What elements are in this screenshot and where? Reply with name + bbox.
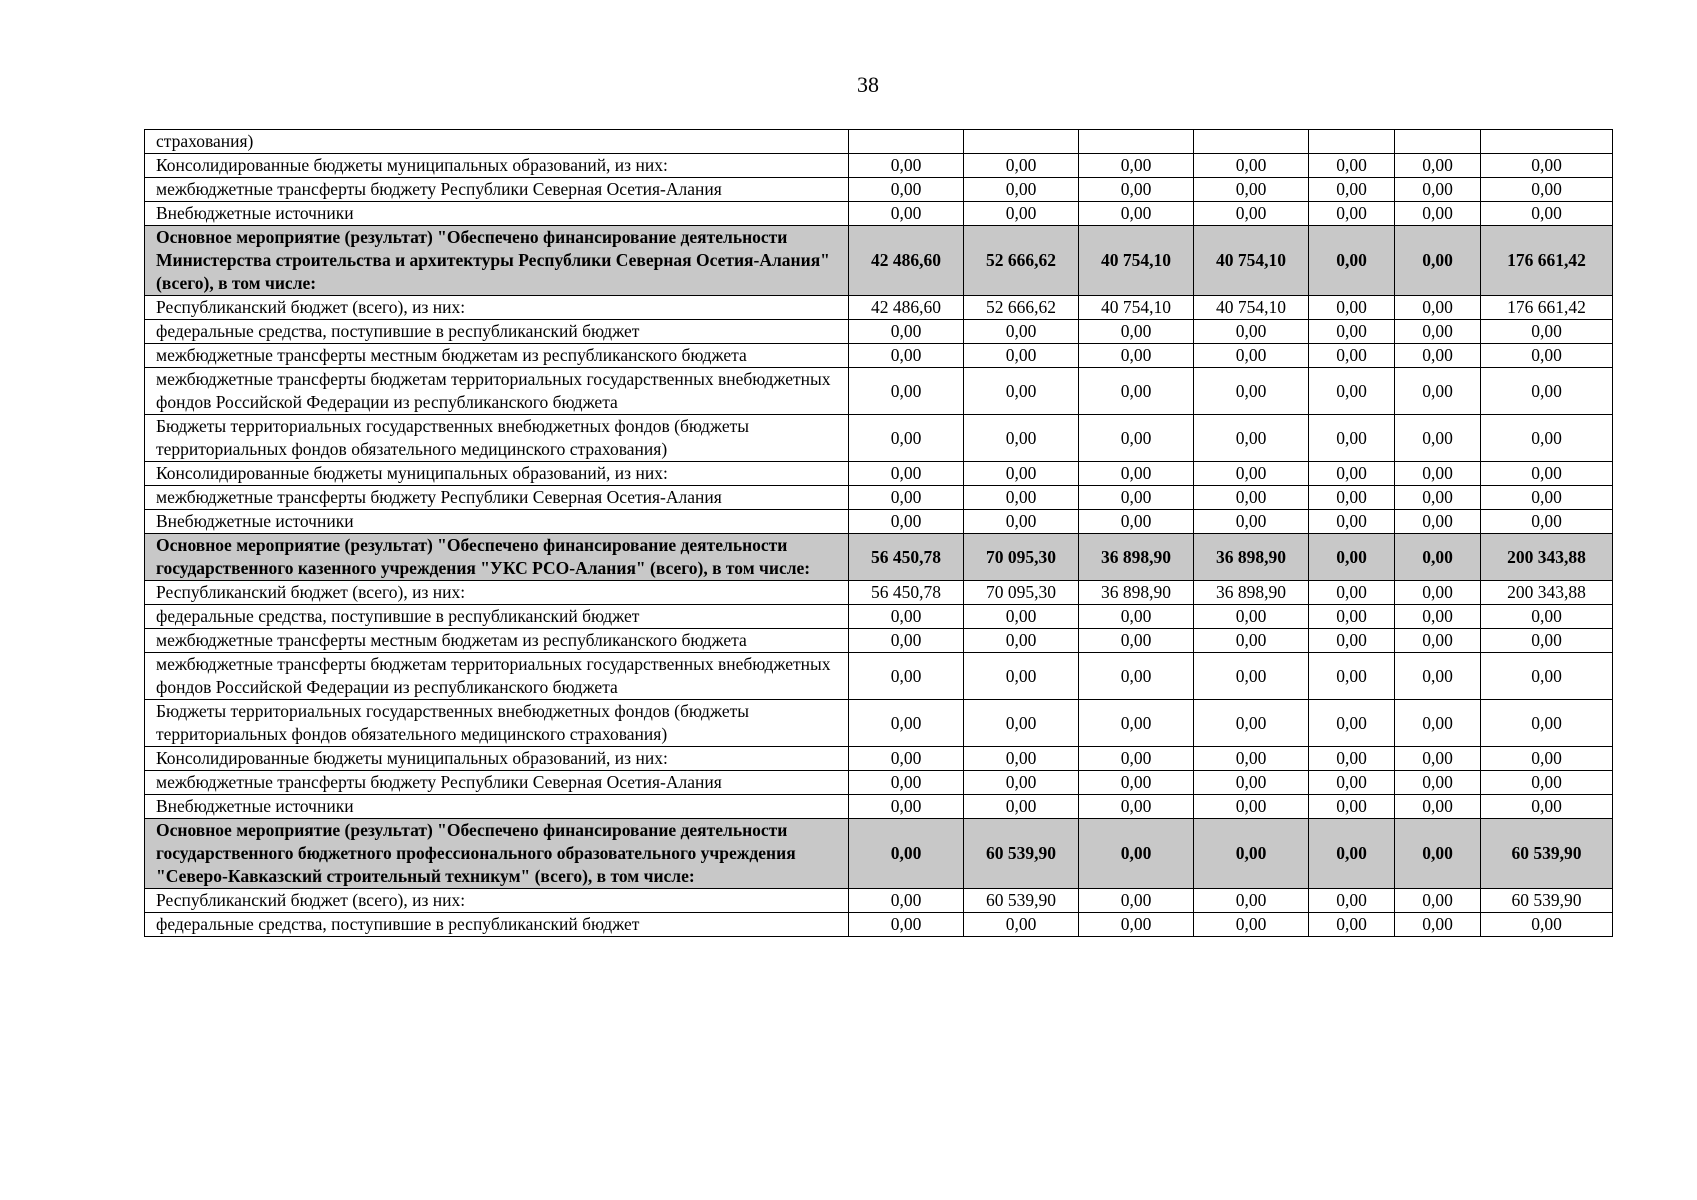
value-cell: 0,00 [1395,771,1481,795]
value-cell: 0,00 [964,154,1079,178]
table-row [145,629,1613,653]
value-cell [849,130,964,154]
value-cell: 0,00 [964,344,1079,368]
value-cell: 36 898,90 [1194,581,1309,605]
value-cell: 0,00 [1079,344,1194,368]
value-cell: 0,00 [1309,368,1395,415]
row-label: Основное мероприятие (результат) "Обеспечено финансирование деятельности государственного казенного учреждения "УКС РСО-Алания" (всего), в том числе: [145,534,849,581]
value-cell: 0,00 [1309,700,1395,747]
value-cell: 0,00 [1194,747,1309,771]
table-row [145,130,1613,154]
value-cell: 0,00 [1395,368,1481,415]
value-cell: 0,00 [964,913,1079,937]
value-cell: 0,00 [849,889,964,913]
value-cell: 0,00 [849,605,964,629]
value-cell: 70 095,30 [964,581,1079,605]
value-cell: 0,00 [964,178,1079,202]
value-cell: 56 450,78 [849,534,964,581]
value-cell: 0,00 [964,510,1079,534]
value-cell: 0,00 [1194,795,1309,819]
value-cell: 52 666,62 [964,296,1079,320]
value-cell: 0,00 [1395,913,1481,937]
value-cell: 40 754,10 [1079,226,1194,296]
value-cell: 0,00 [1481,344,1613,368]
row-label: федеральные средства, поступившие в республиканский бюджет [145,913,849,937]
value-cell: 0,00 [849,819,964,889]
value-cell: 0,00 [964,462,1079,486]
value-cell: 36 898,90 [1194,534,1309,581]
main-activity-row [145,226,1613,296]
table-row [145,700,1613,747]
table-row [145,178,1613,202]
value-cell: 0,00 [1194,178,1309,202]
value-cell: 0,00 [849,747,964,771]
value-cell: 0,00 [849,629,964,653]
value-cell: 0,00 [1194,154,1309,178]
value-cell: 0,00 [1309,747,1395,771]
value-cell: 0,00 [849,653,964,700]
value-cell: 0,00 [1079,486,1194,510]
value-cell: 0,00 [849,320,964,344]
value-cell: 0,00 [1395,534,1481,581]
value-cell [1395,130,1481,154]
value-cell: 0,00 [964,700,1079,747]
row-label: межбюджетные трансферты бюджету Республики Северная Осетия-Алания [145,178,849,202]
value-cell: 0,00 [964,605,1079,629]
value-cell [1481,130,1613,154]
value-cell: 0,00 [1079,415,1194,462]
value-cell [1309,130,1395,154]
row-label: Республиканский бюджет (всего), из них: [145,889,849,913]
value-cell: 0,00 [849,368,964,415]
value-cell: 0,00 [1309,534,1395,581]
value-cell: 0,00 [1079,605,1194,629]
value-cell: 0,00 [1079,819,1194,889]
value-cell: 0,00 [1194,629,1309,653]
value-cell: 0,00 [1309,486,1395,510]
value-cell: 0,00 [1079,178,1194,202]
value-cell: 0,00 [1309,889,1395,913]
value-cell: 0,00 [964,202,1079,226]
value-cell: 40 754,10 [1194,226,1309,296]
value-cell: 0,00 [1395,178,1481,202]
value-cell: 42 486,60 [849,226,964,296]
value-cell: 0,00 [1194,344,1309,368]
value-cell: 0,00 [1481,747,1613,771]
row-label: Основное мероприятие (результат) "Обеспечено финансирование деятельности Министерства строительства и архитектуры Республики Северная Осетия-Алания" (всего), в том числе: [145,226,849,296]
value-cell: 0,00 [849,795,964,819]
value-cell: 0,00 [1309,819,1395,889]
value-cell: 0,00 [849,462,964,486]
value-cell: 0,00 [1194,320,1309,344]
value-cell: 0,00 [1481,202,1613,226]
value-cell: 0,00 [1079,462,1194,486]
value-cell: 0,00 [964,629,1079,653]
table-row [145,889,1613,913]
table-row [145,913,1613,937]
value-cell: 0,00 [964,415,1079,462]
value-cell: 0,00 [849,486,964,510]
value-cell: 0,00 [964,747,1079,771]
row-label: межбюджетные трансферты местным бюджетам из республиканского бюджета [145,344,849,368]
value-cell: 0,00 [1395,462,1481,486]
row-label: межбюджетные трансферты местным бюджетам из республиканского бюджета [145,629,849,653]
value-cell: 0,00 [1194,415,1309,462]
value-cell: 0,00 [1079,653,1194,700]
table-row [145,296,1613,320]
value-cell: 0,00 [1079,889,1194,913]
row-label: федеральные средства, поступившие в республиканский бюджет [145,605,849,629]
value-cell: 60 539,90 [1481,889,1613,913]
value-cell: 0,00 [1079,747,1194,771]
table-row [145,462,1613,486]
value-cell: 0,00 [1481,771,1613,795]
value-cell: 0,00 [1194,889,1309,913]
value-cell: 0,00 [1309,320,1395,344]
value-cell: 0,00 [1194,653,1309,700]
value-cell: 200 343,88 [1481,581,1613,605]
table-row [145,581,1613,605]
value-cell: 0,00 [1309,629,1395,653]
value-cell: 0,00 [1079,368,1194,415]
value-cell: 0,00 [849,344,964,368]
value-cell: 0,00 [1079,795,1194,819]
row-label: Внебюджетные источники [145,202,849,226]
value-cell: 0,00 [1194,700,1309,747]
value-cell: 0,00 [1194,202,1309,226]
value-cell: 0,00 [1194,913,1309,937]
value-cell: 0,00 [964,368,1079,415]
table-row [145,202,1613,226]
row-label: межбюджетные трансферты бюджетам территориальных государственных внебюджетных фондов Российской Федерации из республиканского бюджета [145,368,849,415]
value-cell: 0,00 [964,486,1079,510]
value-cell: 0,00 [849,415,964,462]
main-activity-row [145,819,1613,889]
value-cell: 0,00 [1395,700,1481,747]
value-cell: 0,00 [1481,700,1613,747]
value-cell: 36 898,90 [1079,581,1194,605]
value-cell: 70 095,30 [964,534,1079,581]
value-cell: 0,00 [1079,320,1194,344]
table-row [145,154,1613,178]
value-cell: 0,00 [1309,581,1395,605]
value-cell: 0,00 [849,700,964,747]
table-row [145,795,1613,819]
table-row [145,653,1613,700]
row-label: Консолидированные бюджеты муниципальных образований, из них: [145,462,849,486]
value-cell: 0,00 [964,795,1079,819]
row-label: межбюджетные трансферты бюджету Республики Северная Осетия-Алания [145,486,849,510]
value-cell: 0,00 [1309,202,1395,226]
value-cell: 0,00 [849,178,964,202]
value-cell: 0,00 [1481,913,1613,937]
value-cell: 0,00 [1481,629,1613,653]
value-cell: 0,00 [1309,344,1395,368]
value-cell: 0,00 [1194,486,1309,510]
value-cell: 0,00 [1395,344,1481,368]
value-cell: 0,00 [1481,486,1613,510]
value-cell: 0,00 [1079,771,1194,795]
value-cell: 0,00 [1395,486,1481,510]
value-cell: 176 661,42 [1481,296,1613,320]
budget-table [144,129,1613,937]
value-cell: 0,00 [1309,178,1395,202]
value-cell: 0,00 [1194,771,1309,795]
value-cell: 0,00 [1395,415,1481,462]
table-row [145,605,1613,629]
table-row [145,368,1613,415]
value-cell: 0,00 [1481,605,1613,629]
value-cell: 0,00 [1194,510,1309,534]
value-cell: 0,00 [1079,700,1194,747]
value-cell: 0,00 [1395,629,1481,653]
value-cell [964,130,1079,154]
table-row [145,415,1613,462]
value-cell: 0,00 [1079,154,1194,178]
row-label: Основное мероприятие (результат) "Обеспечено финансирование деятельности государственного бюджетного профессионального образовательного учреждения "Северо-Кавказский строительный техникум" (всего), в том числе: [145,819,849,889]
value-cell: 0,00 [1395,747,1481,771]
value-cell: 0,00 [1079,510,1194,534]
value-cell: 40 754,10 [1194,296,1309,320]
value-cell: 0,00 [1481,795,1613,819]
budget-table-body [145,130,1613,937]
value-cell: 0,00 [1395,581,1481,605]
main-activity-row [145,534,1613,581]
value-cell: 0,00 [1079,202,1194,226]
value-cell: 0,00 [964,320,1079,344]
value-cell: 0,00 [849,771,964,795]
table-row [145,771,1613,795]
value-cell: 0,00 [1194,605,1309,629]
value-cell: 0,00 [1194,819,1309,889]
row-label: Консолидированные бюджеты муниципальных образований, из них: [145,747,849,771]
value-cell: 42 486,60 [849,296,964,320]
value-cell: 0,00 [1481,415,1613,462]
value-cell: 0,00 [964,653,1079,700]
value-cell: 0,00 [1395,320,1481,344]
row-label: межбюджетные трансферты бюджету Республики Северная Осетия-Алания [145,771,849,795]
value-cell: 0,00 [1395,510,1481,534]
value-cell: 176 661,42 [1481,226,1613,296]
value-cell: 0,00 [1481,462,1613,486]
row-label: Внебюджетные источники [145,795,849,819]
value-cell: 0,00 [1079,629,1194,653]
table-row [145,320,1613,344]
row-label: Республиканский бюджет (всего), из них: [145,296,849,320]
value-cell: 0,00 [1309,462,1395,486]
value-cell: 0,00 [1395,653,1481,700]
value-cell: 200 343,88 [1481,534,1613,581]
value-cell: 0,00 [1309,771,1395,795]
value-cell: 0,00 [1309,913,1395,937]
value-cell: 56 450,78 [849,581,964,605]
value-cell: 0,00 [1395,795,1481,819]
value-cell: 0,00 [1481,178,1613,202]
value-cell: 0,00 [1309,795,1395,819]
value-cell: 0,00 [1481,320,1613,344]
value-cell: 0,00 [1395,202,1481,226]
value-cell: 0,00 [1309,605,1395,629]
value-cell: 0,00 [1309,510,1395,534]
table-row [145,486,1613,510]
value-cell: 0,00 [1395,296,1481,320]
value-cell: 0,00 [1395,889,1481,913]
value-cell: 60 539,90 [964,889,1079,913]
value-cell: 0,00 [1309,296,1395,320]
value-cell: 0,00 [964,771,1079,795]
value-cell: 0,00 [1395,605,1481,629]
value-cell: 0,00 [1481,510,1613,534]
row-label: Бюджеты территориальных государственных внебюджетных фондов (бюджеты территориальных фондов обязательного медицинского страхования) [145,700,849,747]
value-cell: 0,00 [849,202,964,226]
value-cell: 0,00 [1079,913,1194,937]
value-cell: 36 898,90 [1079,534,1194,581]
value-cell: 0,00 [1395,154,1481,178]
row-label: межбюджетные трансферты бюджетам территориальных государственных внебюджетных фондов Российской Федерации из республиканского бюджета [145,653,849,700]
value-cell: 0,00 [1194,462,1309,486]
page-number: 38 [857,72,879,97]
value-cell: 0,00 [1309,653,1395,700]
value-cell: 0,00 [1194,368,1309,415]
value-cell: 52 666,62 [964,226,1079,296]
row-label: страхования) [145,130,849,154]
table-row [145,344,1613,368]
value-cell: 0,00 [1309,226,1395,296]
value-cell: 0,00 [849,913,964,937]
value-cell [1194,130,1309,154]
value-cell: 0,00 [849,154,964,178]
row-label: Консолидированные бюджеты муниципальных образований, из них: [145,154,849,178]
value-cell: 40 754,10 [1079,296,1194,320]
row-label: Бюджеты территориальных государственных внебюджетных фондов (бюджеты территориальных фондов обязательного медицинского страхования) [145,415,849,462]
value-cell: 0,00 [1395,226,1481,296]
row-label: Республиканский бюджет (всего), из них: [145,581,849,605]
value-cell: 60 539,90 [964,819,1079,889]
value-cell: 0,00 [1481,154,1613,178]
row-label: Внебюджетные источники [145,510,849,534]
table-row [145,510,1613,534]
value-cell [1079,130,1194,154]
table-row [145,747,1613,771]
value-cell: 0,00 [849,510,964,534]
value-cell: 0,00 [1309,154,1395,178]
row-label: федеральные средства, поступившие в республиканский бюджет [145,320,849,344]
value-cell: 0,00 [1481,368,1613,415]
value-cell: 0,00 [1481,653,1613,700]
value-cell: 0,00 [1309,415,1395,462]
value-cell: 60 539,90 [1481,819,1613,889]
value-cell: 0,00 [1395,819,1481,889]
